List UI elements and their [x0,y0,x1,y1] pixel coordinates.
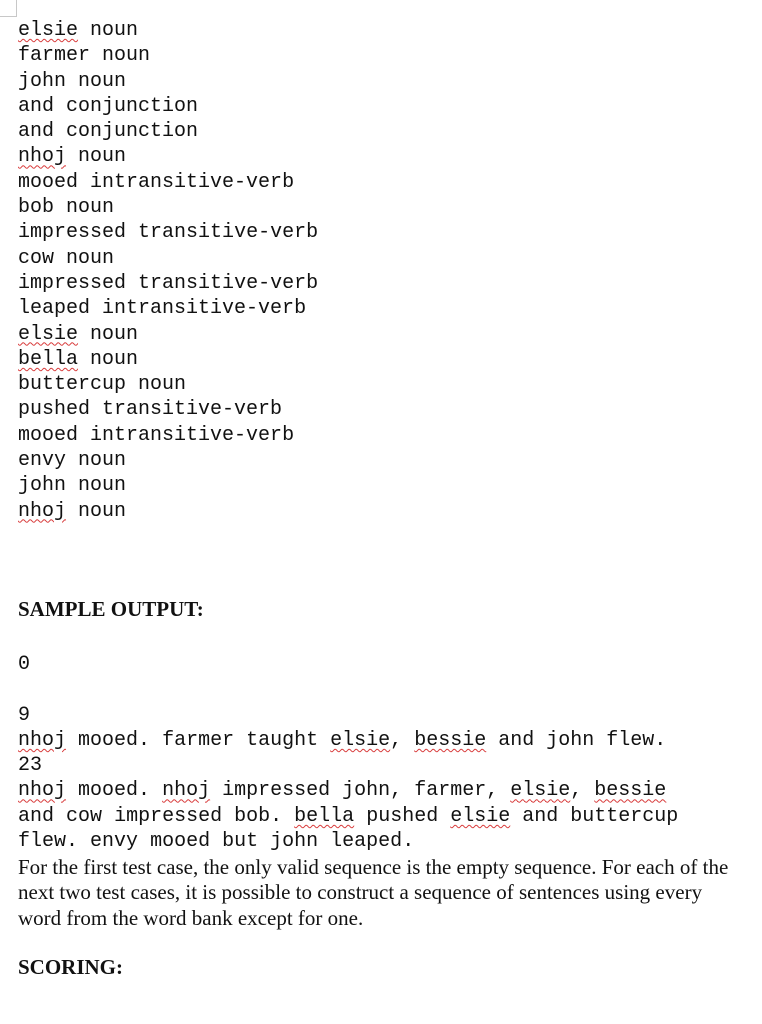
scoring-heading: SCORING: [18,955,124,979]
spellcheck-flagged-word: bella [294,804,355,828]
explanation-paragraph: For the first test case, the only valid sequence is the empty sequence. For each of the next two test cases, it is possible to construct a sequence of sentences using every word from the word bank except for one. [18,855,729,930]
word-bank-entry: nhoj noun [18,499,127,523]
word-bank-entry: elsie noun [18,19,139,42]
word-bank-list [18,18,318,524]
spellcheck-flagged-word: elsie [18,322,79,346]
sample-output-heading: SAMPLE OUTPUT: [18,597,204,621]
spellcheck-flagged-word: bessie [594,779,667,803]
word-bank-entry: and conjunction [18,120,199,144]
spellcheck-flagged-word: elsie [18,19,79,42]
sample-output-line: flew. envy mooed but john leaped. [18,830,415,854]
word-bank-entry: farmer noun [18,44,151,68]
word-bank-entry: mooed intransitive-verb [18,423,295,447]
spellcheck-flagged-word: nhoj [18,779,67,803]
sample-output-line [18,677,678,702]
word-bank-entry: envy noun [18,449,127,473]
sample-output-line: 0 [18,653,31,676]
word-bank-entry: bob noun [18,196,115,220]
spellcheck-flagged-word: nhoj [162,779,211,803]
spellcheck-flagged-word: elsie [330,728,391,752]
sample-output-line: nhoj mooed. nhoj impressed john, farmer, elsie, bessie [18,779,667,803]
word-bank-entry: elsie noun [18,322,139,346]
word-bank-entry: and conjunction [18,94,199,118]
word-bank-entry: nhoj noun [18,145,127,169]
sample-output-line: 23 [18,754,43,778]
word-bank-entry: pushed transitive-verb [18,398,283,422]
spellcheck-flagged-word: nhoj [18,728,67,752]
sample-output-line: 9 [18,703,31,727]
spellcheck-flagged-word: nhoj [18,499,67,523]
spellcheck-flagged-word: elsie [510,779,571,803]
spellcheck-flagged-word: nhoj [18,145,67,169]
word-bank-entry: john noun [18,69,127,93]
spellcheck-flagged-word: bella [18,347,79,371]
word-bank-entry: leaped intransitive-verb [18,297,307,321]
sample-output-line: nhoj mooed. farmer taught elsie, bessie and john flew. [18,728,667,752]
page-corner-mark [0,0,17,17]
sample-output-line: and cow impressed bob. bella pushed elsie and buttercup [18,804,679,828]
word-bank-entry: impressed transitive-verb [18,221,319,245]
word-bank-entry: buttercup noun [18,373,187,397]
word-bank-entry: impressed transitive-verb [18,271,319,295]
spellcheck-flagged-word: elsie [450,804,511,828]
spellcheck-flagged-word: bessie [414,728,487,752]
word-bank-entry: cow noun [18,246,115,270]
sample-output-block [18,652,678,854]
word-bank-entry: john noun [18,474,127,498]
word-bank-entry: mooed intransitive-verb [18,170,295,194]
word-bank-entry: bella noun [18,347,139,371]
